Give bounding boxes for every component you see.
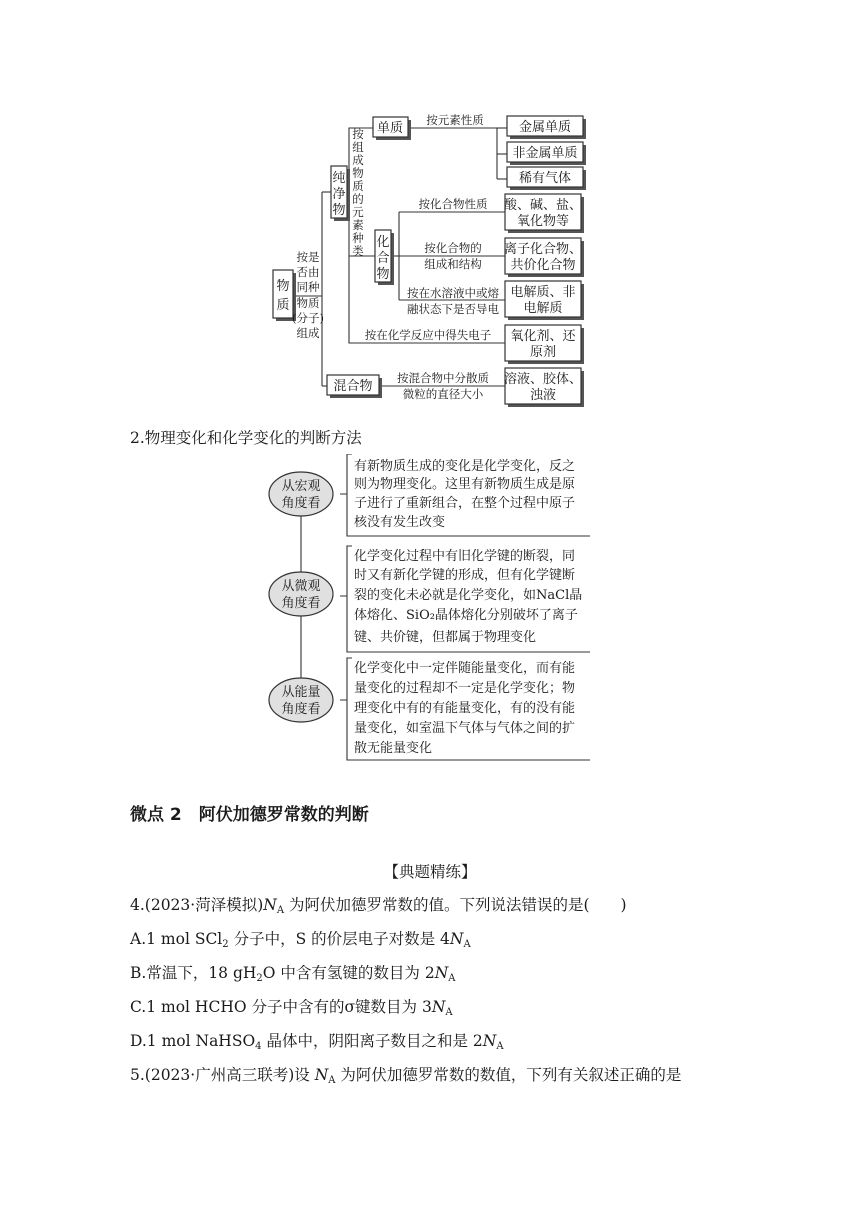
- svg-text:裂的变化未必就是化学变化，如NaCl晶: 裂的变化未必就是化学变化，如NaCl晶: [354, 588, 583, 603]
- practice-title: 【典题精练】: [383, 863, 477, 881]
- svg-text:量变化，如室温下气体与气体之间的扩: 量变化，如室温下气体与气体之间的扩: [354, 721, 576, 736]
- svg-text:元: 元: [352, 205, 364, 219]
- compound-edge-3a: 按在水溶液中或熔: [407, 286, 499, 300]
- redox-result-a: 氧化剂、还: [510, 329, 576, 344]
- svg-text:理变化中有的有能量变化，有的没有能: 理变化中有的有能量变化，有的没有能: [354, 701, 576, 716]
- root-char-2: 质: [276, 298, 290, 313]
- svg-text:散无能量变化: 散无能量变化: [354, 741, 433, 756]
- pure-char-1: 纯: [332, 171, 346, 186]
- svg-text:成: 成: [352, 153, 364, 167]
- svg-text:组成: 组成: [296, 326, 320, 340]
- pure-edge-label: [352, 127, 364, 258]
- micro-text: [354, 548, 582, 645]
- svg-text:键、共价键，但都属于物理变化: 键、共价键，但都属于物理变化: [354, 630, 537, 645]
- root-char-1: 物: [276, 279, 290, 294]
- mixture-edge-b: 微粒的直径大小: [402, 387, 484, 401]
- compound-result-1a: 酸、碱、盐、: [503, 198, 583, 213]
- svg-text:按: 按: [352, 127, 364, 141]
- mixture-label: 混合物: [333, 379, 373, 394]
- classification-diagram: [265, 110, 595, 410]
- root-edge-label: [292, 250, 324, 340]
- element-kind-1: 金属单质: [518, 120, 572, 135]
- mixture-edge-a: 按混合物中分散质: [397, 371, 489, 385]
- pure-char-3: 物: [332, 203, 346, 218]
- q5-stem: 5.(2023·广州高三联考)设 $N_A$ 为阿伏加德罗常数的数值，下列有关叙述正确的是: [130, 1066, 682, 1086]
- compound-char-1: 化: [376, 235, 390, 250]
- micro-label-a: 从微观: [281, 579, 321, 594]
- compound-edge-1: 按化合物性质: [418, 197, 488, 211]
- element-edge-label: 按元素性质: [426, 113, 484, 127]
- q4-option-d: D.1 mol NaHSO$_4$ 晶体中，阴阳离子数目之和是 $2N_A$: [130, 1032, 504, 1052]
- element-label: 单质: [376, 121, 404, 136]
- svg-text:类: 类: [352, 244, 364, 258]
- redox-edge-label: 按在化学反应中得失电子: [364, 328, 492, 342]
- micro-label-b: 角度看: [281, 596, 321, 611]
- macro-text: [354, 458, 575, 530]
- macro-label-b: 角度看: [281, 496, 321, 511]
- compound-edge-3b: 融状态下是否导电: [407, 302, 499, 316]
- q4-option-b: B.常温下，18 $gH_2O$ 中含有氢键的数目为 $2N_A$: [130, 964, 456, 984]
- subheading-judgment: 2.物理变化和化学变化的判断方法: [130, 429, 362, 447]
- svg-text:按是: 按是: [296, 250, 320, 264]
- element-kind-3: 稀有气体: [518, 171, 572, 186]
- mixture-result-b: 浊液: [529, 388, 557, 403]
- energy-label-a: 从能量: [281, 685, 321, 700]
- compound-char-2: 合: [376, 251, 390, 266]
- macro-label-a: 从宏观: [281, 479, 321, 494]
- q4-option-c: C.1 mol HCHO 分子中含有的σ键数目为 $3N_A$: [130, 998, 453, 1018]
- compound-result-1b: 氧化物等: [516, 214, 570, 229]
- compound-char-3: 物: [376, 267, 390, 282]
- svg-text:有新物质生成的变化是化学变化，反之: 有新物质生成的变化是化学变化，反之: [354, 459, 576, 474]
- pure-char-2: 净: [332, 187, 346, 202]
- svg-text:则为物理变化。这里有新物质生成是原: 则为物理变化。这里有新物质生成是原: [354, 477, 576, 492]
- svg-text:质: 质: [352, 179, 364, 193]
- svg-text:物: 物: [352, 166, 364, 180]
- svg-text:量变化的过程却不一定是化学变化；物: 量变化的过程却不一定是化学变化；物: [354, 681, 576, 696]
- svg-text:物质: 物质: [296, 296, 320, 310]
- mixture-result-a: 溶液、胶体、: [503, 372, 583, 387]
- redox-result-b: 原剂: [529, 345, 557, 360]
- compound-result-3b: 电解质: [523, 301, 563, 316]
- svg-text:时又有新化学键的形成，但有化学键断: 时又有新化学键的形成，但有化学键断: [354, 568, 576, 583]
- compound-edge-2b: 组成和结构: [424, 257, 482, 271]
- compound-edge-2a: 按化合物的: [424, 241, 482, 255]
- svg-text:(分子): (分子): [292, 311, 324, 325]
- compound-result-3a: 电解质、非: [510, 285, 576, 300]
- svg-text:化学变化中一定伴随能量变化，而有能: 化学变化中一定伴随能量变化，而有能: [354, 661, 576, 676]
- compound-result-2b: 共价化合物: [510, 258, 576, 273]
- svg-text:否由: 否由: [296, 265, 320, 279]
- svg-text:同种: 同种: [296, 280, 320, 294]
- svg-text:体熔化、SiO₂晶体熔化分别破坏了离子: 体熔化、SiO₂晶体熔化分别破坏了离子: [354, 608, 578, 623]
- svg-text:组: 组: [352, 140, 364, 154]
- element-kind-2: 非金属单质: [512, 146, 578, 161]
- svg-text:核没有发生改变: 核没有发生改变: [354, 515, 446, 530]
- svg-text:子进行了重新组合，在整个过程中原子: 子进行了重新组合，在整个过程中原子: [354, 496, 576, 511]
- energy-label-b: 角度看: [281, 702, 321, 717]
- section-title: 微点 2 阿伏加德罗常数的判断: [130, 805, 369, 825]
- svg-text:种: 种: [352, 231, 364, 245]
- judgment-diagram: [262, 454, 594, 764]
- energy-text: [354, 660, 575, 756]
- svg-text:的: 的: [352, 192, 364, 206]
- compound-result-2a: 离子化合物、: [503, 242, 583, 257]
- q4-stem: 4.(2023·菏泽模拟)$N_A$ 为阿伏加德罗常数的值。下列说法错误的是( ): [130, 896, 627, 916]
- svg-text:素: 素: [352, 218, 364, 232]
- q4-option-a: A.1 mol SCl$_2$ 分子中，S 的价层电子对数是 $4N_A$: [130, 930, 471, 950]
- svg-text:化学变化过程中有旧化学键的断裂，同: 化学变化过程中有旧化学键的断裂，同: [354, 549, 576, 564]
